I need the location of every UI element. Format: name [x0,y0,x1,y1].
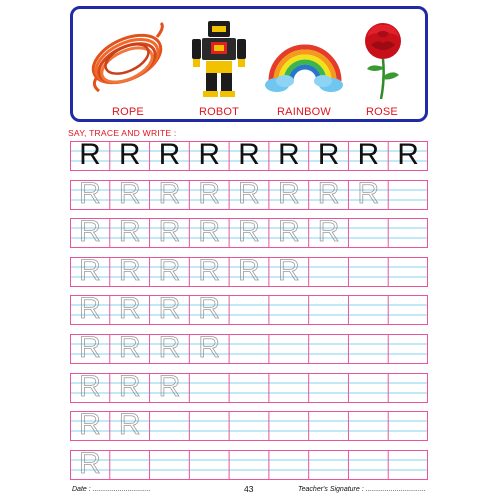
trace-letter: R [158,253,181,287]
trace-letter: R [118,176,141,210]
trace-letter: R [79,408,101,442]
trace-letter: R [198,215,221,249]
trace-letter: R [238,253,260,287]
model-letter: R [277,138,300,171]
trace-letter: R [158,369,181,403]
trace-letter: R [79,215,101,249]
model-letter: R [238,138,260,171]
picture-label: ROPE [112,106,144,118]
trace-letter: R [238,215,260,249]
teacher-signature-line: Teacher's Signature : ............................... [298,486,426,493]
practice-row [70,253,428,287]
page-number: 43 [244,484,254,494]
trace-letter: R [198,176,221,210]
picture-label: RAINBOW [277,106,331,118]
trace-letter: R [118,215,141,249]
practice-row [70,138,428,171]
rose-icon [341,19,423,99]
trace-letter: R [79,331,101,364]
trace-letter: R [79,176,101,210]
date-line: Date : .............................. [72,486,151,493]
trace-letter: R [158,292,181,326]
practice-row [70,369,428,403]
trace-letter: R [277,253,300,287]
model-letter: R [397,138,419,171]
tracing-grid [70,138,428,481]
picture-label: ROBOT [198,106,240,118]
trace-letter: R [118,408,141,442]
model-letter: R [158,138,181,171]
practice-row [70,292,428,326]
practice-row [70,176,428,210]
trace-letter: R [79,446,101,480]
model-letter: R [79,138,101,171]
footer [70,486,428,498]
practice-row [70,408,428,442]
trace-letter: R [79,292,101,326]
model-letter: R [357,138,380,171]
model-letter: R [118,138,141,171]
trace-letter: R [198,331,221,364]
practice-row [70,215,428,249]
picture-box [70,6,428,122]
robot-icon [178,19,260,99]
trace-letter: R [79,253,101,287]
model-letter: R [317,138,340,171]
rope-icon [87,19,169,99]
trace-letter: R [238,176,260,210]
trace-letter: R [79,369,101,403]
trace-letter: R [357,176,380,210]
trace-letter: R [158,176,181,210]
trace-letter: R [317,215,340,249]
trace-letter: R [198,292,221,326]
practice-row [70,331,428,364]
trace-letter: R [118,253,141,287]
trace-letter: R [118,292,141,326]
trace-letter: R [277,176,300,210]
trace-letter: R [277,215,300,249]
practice-row [70,446,428,480]
trace-letter: R [118,331,141,364]
trace-letter: R [158,215,181,249]
picture-label: ROSE [366,106,398,118]
trace-letter: R [317,176,340,210]
trace-letter: R [158,331,181,364]
model-letter: R [198,138,221,171]
rainbow-icon [263,19,345,99]
instruction-text: SAY, TRACE AND WRITE : [68,128,177,138]
trace-letter: R [198,253,221,287]
trace-letter: R [118,369,141,403]
